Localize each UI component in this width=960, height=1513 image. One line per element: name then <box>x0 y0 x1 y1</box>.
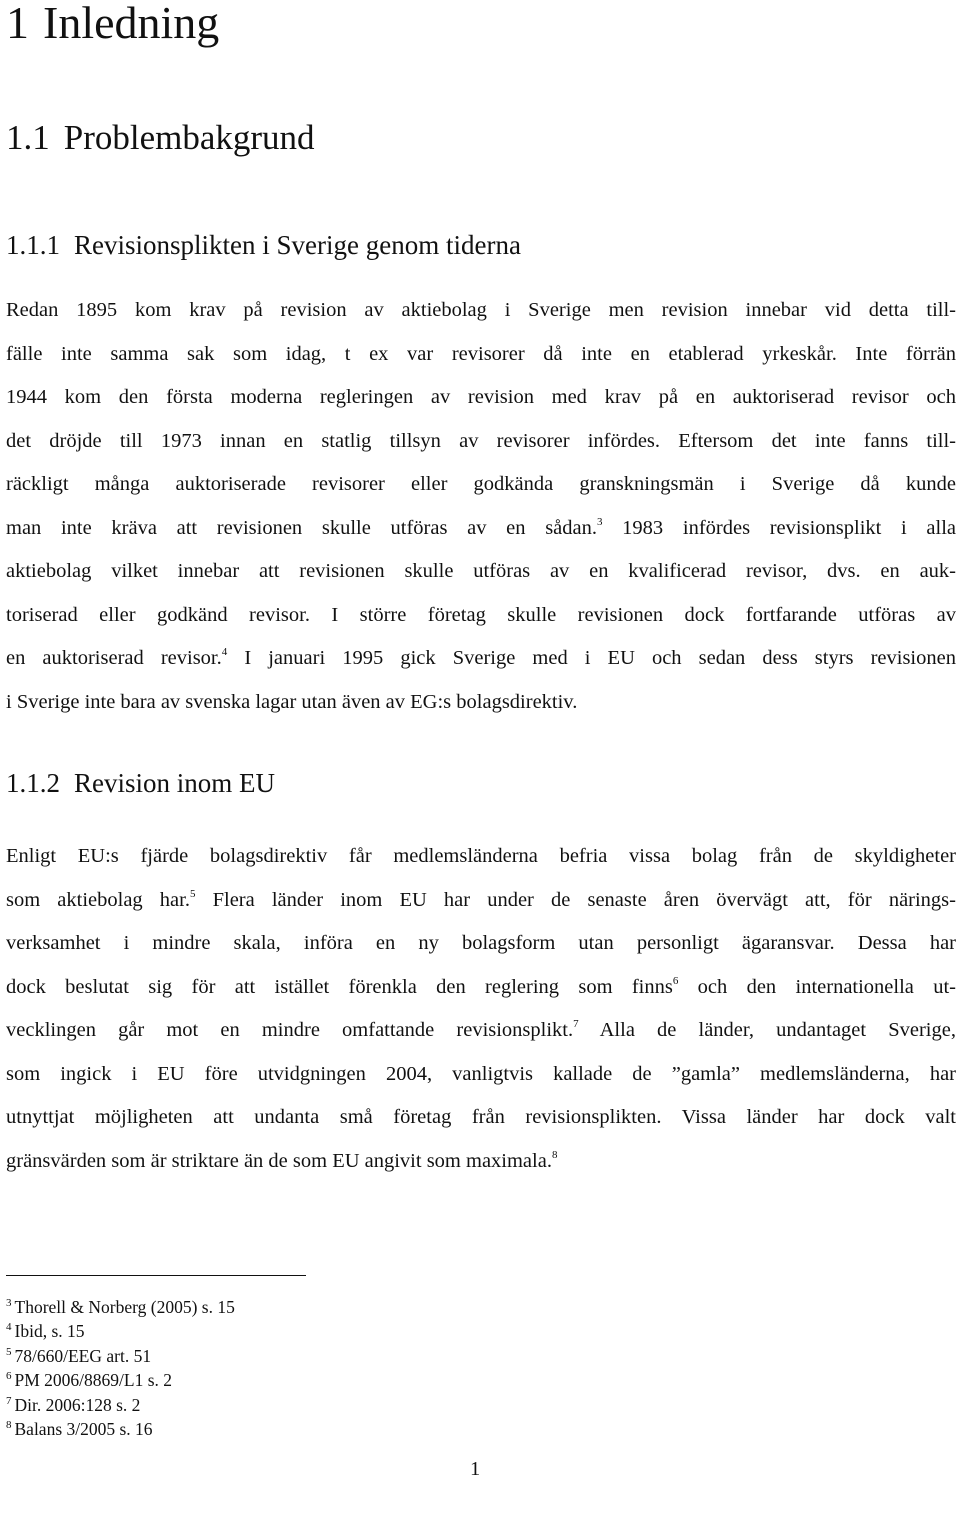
footnote-reference[interactable]: 5 <box>189 887 196 900</box>
line-text: som ingick i EU före utvidgningen 2004, vanligtvis kallade de ”gamla” medlemsländerna, har <box>6 1062 956 1085</box>
footnote-text: Ibid, s. 15 <box>14 1321 85 1342</box>
footnote-item <box>6 1417 235 1441</box>
footnote-item <box>6 1295 235 1319</box>
text-line <box>6 1009 956 1053</box>
line-text: toriserad eller godkänd revisor. I större företag skulle revisionen dock fortfarande utföras av <box>6 603 956 626</box>
text-line <box>6 420 956 464</box>
text-line <box>6 1096 956 1140</box>
line-text: det dröjde till 1973 innan en statlig tillsyn av revisorer infördes. Eftersom det inte fanns till- <box>6 429 956 452</box>
subsection-title: Revision inom EU <box>74 768 275 798</box>
section-number: 1.1 <box>6 118 50 157</box>
line-text: utnyttjat möjligheten att undanta små företag från revisionsplikten. Vissa länder har dock valt <box>6 1106 956 1128</box>
line-text: Redan 1895 kom krav på revision av aktiebolag i Sverige men revision innebar vid detta till- <box>6 299 956 321</box>
text-line <box>6 879 956 923</box>
paragraph-revisionsplikten <box>6 289 956 724</box>
footnote-text: Balans 3/2005 s. 16 <box>14 1418 153 1439</box>
footnote-number: 8 <box>6 1418 12 1431</box>
subsection-heading-revision-inom-eu <box>6 768 275 799</box>
text-line <box>6 1140 956 1184</box>
footnote-text: 78/660/EEG art. 51 <box>14 1345 152 1366</box>
page-number: 1 <box>470 1458 481 1480</box>
text-line <box>6 550 956 594</box>
footnote-text: Thorell & Norberg (2005) s. 15 <box>14 1297 235 1317</box>
line-text: verksamhet i mindre skala, införa en ny bolagsform utan personligt ägaransvar. Dessa har <box>6 932 956 954</box>
line-text: man inte kräva att revisionen skulle utföras av en sådan. <box>6 516 597 539</box>
subsection-title: Revisionsplikten i Sverige genom tiderna <box>74 230 521 260</box>
text-line <box>6 376 956 420</box>
text-line <box>6 1053 956 1097</box>
line-text: 1944 kom den första moderna regleringen av revision med krav på en auktoriserad revisor och <box>6 386 956 408</box>
footnote-separator <box>6 1275 306 1276</box>
footnote-text: PM 2006/8869/L1 s. 2 <box>14 1370 173 1391</box>
footnote-number: 4 <box>6 1321 12 1334</box>
line-text: 1983 infördes revisionsplikt i alla <box>602 516 956 539</box>
subsection-number: 1.1.1 <box>6 230 60 260</box>
footnote-text: Dir. 2006:128 s. 2 <box>14 1394 141 1415</box>
chapter-heading <box>6 0 219 49</box>
footnote-item <box>6 1368 235 1392</box>
footnote-reference[interactable]: 8 <box>551 1148 558 1161</box>
text-line <box>6 637 956 681</box>
footnote-number: 5 <box>6 1345 12 1358</box>
footnote-item <box>6 1319 235 1343</box>
section-title: Problembakgrund <box>63 118 315 157</box>
line-text: gränsvärden som är striktare än de som EU angivit som maximala. <box>6 1149 552 1172</box>
subsection-heading-revisionsplikten <box>6 230 521 261</box>
footnotes <box>6 1295 235 1441</box>
text-line <box>6 333 956 377</box>
footnote-item <box>6 1393 235 1417</box>
line-text: vecklingen går mot en mindre omfattande revisionsplikt. <box>6 1019 574 1041</box>
line-text: I januari 1995 gick Sverige med i EU och sedan dess styrs revisionen <box>227 647 956 669</box>
paragraph-revision-inom-eu <box>6 835 956 1183</box>
text-line <box>6 507 956 551</box>
footnote-reference[interactable]: 4 <box>221 646 228 658</box>
line-text: i Sverige inte bara av svenska lagar utan även av EG:s bolagsdirektiv. <box>6 690 578 713</box>
line-text: räckligt många auktoriserade revisorer eller godkända granskningsmän i Sverige då kunde <box>6 473 956 495</box>
text-line <box>6 966 956 1010</box>
text-line <box>6 594 956 638</box>
line-text: dock beslutat sig för att istället förenkla den reglering som finns <box>6 975 673 998</box>
text-line <box>6 681 956 725</box>
line-text: som aktiebolag har. <box>6 888 190 911</box>
line-text: en auktoriserad revisor. <box>6 647 222 669</box>
footnote-number: 6 <box>6 1370 12 1383</box>
text-line <box>6 835 956 879</box>
chapter-number: 1 <box>6 0 29 48</box>
line-text: och den internationella ut- <box>678 975 956 998</box>
section-heading <box>6 118 315 158</box>
line-text: Flera länder inom EU har under de senaste åren övervägt att, för närings- <box>195 888 956 911</box>
line-text: Enligt EU:s fjärde bolagsdirektiv får medlemsländerna befria vissa bolag från de skyldigheter <box>6 845 956 867</box>
text-line <box>6 289 956 333</box>
chapter-title: Inledning <box>43 0 220 48</box>
line-text: fälle inte samma sak som idag, t ex var revisorer då inte en etablerad yrkeskår. Inte förrän <box>6 342 956 365</box>
text-line <box>6 922 956 966</box>
footnote-number: 7 <box>6 1394 12 1407</box>
footnote-reference[interactable]: 3 <box>597 515 603 528</box>
text-line <box>6 463 956 507</box>
line-text: Alla de länder, undantaget Sverige, <box>578 1019 956 1041</box>
line-text: aktiebolag vilket innebar att revisionen skulle utföras av en kvalificerad revisor, dvs. en auk- <box>6 560 956 582</box>
subsection-number: 1.1.2 <box>6 768 60 798</box>
footnote-item <box>6 1344 235 1368</box>
footnote-reference[interactable]: 7 <box>573 1018 579 1030</box>
footnote-number: 3 <box>6 1297 12 1309</box>
footnote-reference[interactable]: 6 <box>672 974 679 987</box>
